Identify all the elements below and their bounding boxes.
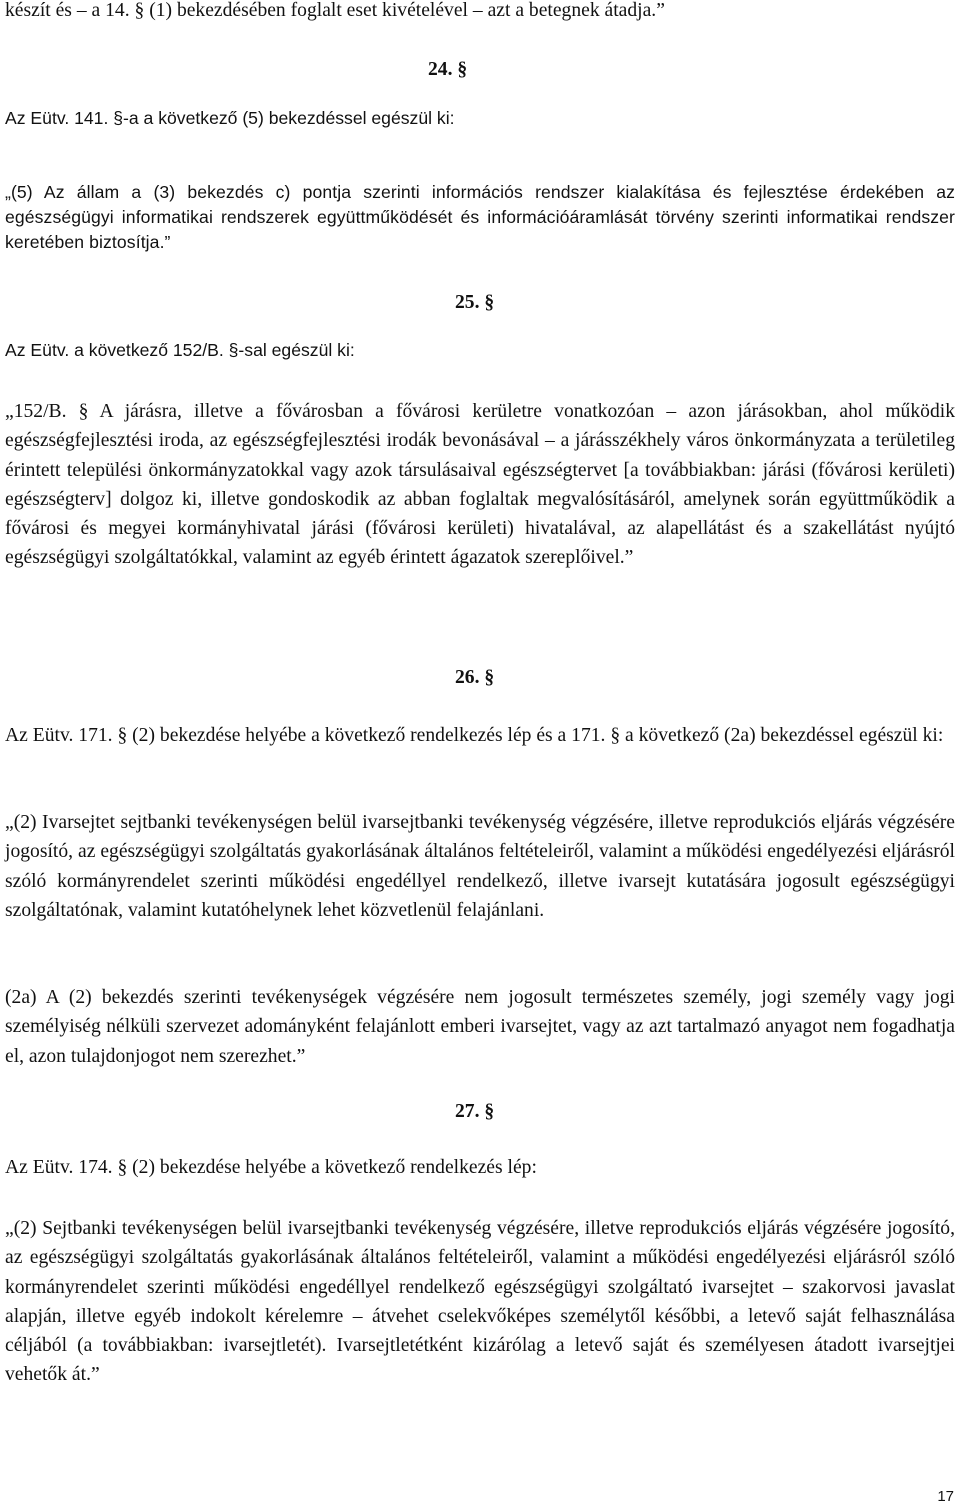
section-26-quote-2: „(2) Ivarsejtet sejtbanki tevékenységen belül ivarsejtbanki tevékenység végzésére, illetve reprodukciós eljárás végzésére jogosító, az egészségügyi szolgáltatás gyakorlásának általános feltételeiről, valamint a működési engedélyezési eljárásról szóló kormányrendelet szerinti működési engedéllyel rendelkező, illetve ivarsejt kutatására jogosult egészségügyi szolgáltatónak, valamint kutatóhelynek lehet közvetlenül felajánlani.: [5, 812, 955, 921]
section-27-heading: 27. §: [455, 1101, 495, 1122]
section-26-heading: 26. §: [455, 667, 495, 688]
carryover-line: készít és – a 14. § (1) bekezdésében foglalt eset kivételével – azt a betegnek átadja.”: [5, 0, 665, 21]
section-25-quote: „152/B. § A járásra, illetve a fővárosban a fővárosi kerületre vonatkozóan – azon járásokban, ahol működik egészségfejlesztési iroda, az egészségfejlesztési irodák bevonásával – a járásszékhely város önkormányzata a területileg érintett települési önkormányzatokkal vagy azok társulásaival egészségtervet [a továbbiakban: járási (fővárosi kerületi) egészségterv] dolgoz ki, illetve gondoskodik az abban foglaltak megvalósításáról, amelynek során együttműködik a fővárosi és megyei kormányhivatal járási (fővárosi kerületi) hivatalával, az alapellátást és a szakellátást nyújtó egészségügyi szolgáltatókkal, valamint az egyéb érintett ágazatok szereplőivel.”: [5, 401, 955, 569]
section-27-intro: Az Eütv. 174. § (2) bekezdése helyébe a következő rendelkezés lép:: [5, 1157, 537, 1178]
section-25-heading: 25. §: [455, 292, 495, 313]
section-26-quote-2a: (2a) A (2) bekezdés szerinti tevékenységek végzésére nem jogosult természetes személy, jogi személy vagy jogi személyiség nélküli szervezet adományként felajánlott emberi ivarsejtet, vagy az azt tartalmazó anyagot nem fogadhatja el, azon tulajdonjogot nem szerezhet.”: [5, 987, 955, 1067]
section-25-intro: Az Eütv. a következő 152/B. §-sal egészül ki:: [5, 340, 355, 360]
section-27-quote: „(2) Sejtbanki tevékenységen belül ivarsejtbanki tevékenység végzésére, illetve reprodukciós eljárás végzésére jogosító, az egészségügyi szolgáltatás gyakorlásának általános feltételeiről, valamint a működési engedélyezési eljárásról szóló kormányrendelet szerinti működési engedéllyel rendelkező egészségügyi szolgáltató ivarsejtet – szakorvosi javaslat alapján, illetve egyéb indokolt kérelemre – átvehet cselekvőképes személytől későbbi, a letevő saját felhasználása céljából (a továbbiakban: ivarsejtletét). Ivarsejtletétként kizárólag a letevő saját és személyesen átadott ivarsejtjei vehetők át.”: [5, 1218, 955, 1386]
page-number: 17: [937, 1488, 954, 1505]
section-24-heading: 24. §: [428, 59, 468, 80]
section-24-quote: „(5) Az állam a (3) bekezdés c) pontja szerinti információs rendszer kialakítása és fejlesztése érdekében az egészségügyi informatikai rendszerek együttműködését és információáramlását törvény szerinti informatikai rendszer keretében biztosítja.”: [5, 182, 955, 252]
section-26-intro: Az Eütv. 171. § (2) bekezdése helyébe a következő rendelkezés lép és a 171. § a következő (2a) bekezdéssel egészül ki:: [5, 725, 944, 746]
section-24-intro: Az Eütv. 141. §-a a következő (5) bekezdéssel egészül ki:: [5, 108, 455, 128]
